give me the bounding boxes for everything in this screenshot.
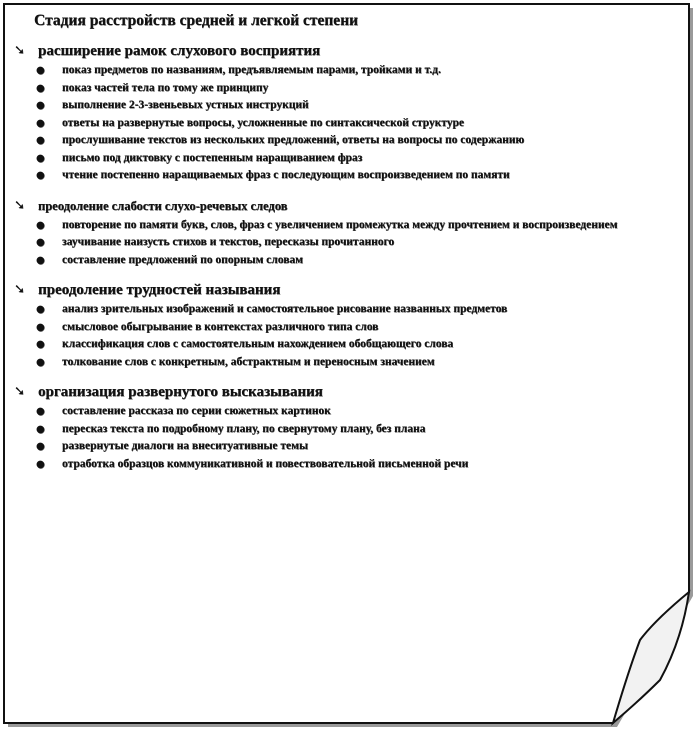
bullet-icon: ●: [36, 65, 45, 76]
bullet-icon: ●: [36, 237, 45, 248]
bullet-icon: ●: [36, 441, 45, 452]
section-heading-text: преодоление трудностей называния: [38, 282, 281, 298]
bullet-icon: ●: [36, 170, 45, 181]
list-item-text: классификация слов с самостоятельным нахождением обобщающего слова: [62, 338, 454, 350]
list-item-text: заучивание наизусть стихов и текстов, пересказы прочитанного: [62, 236, 395, 248]
bullet-icon: ●: [36, 304, 45, 315]
list-item-text: повторение по памяти букв, слов, фраз с увеличением промежутка между прочтением и воспроизведением: [62, 218, 618, 231]
bullet-icon: ●: [36, 406, 45, 417]
list-item: [14, 319, 654, 337]
content: [14, 10, 654, 473]
section-heading: [14, 383, 654, 401]
bent-arrow-icon: ➘: [14, 282, 25, 297]
bullet-icon: ●: [36, 219, 45, 231]
list-item-text: показ предметов по названиям, предъявляемым парами, тройками и т.д.: [62, 64, 441, 76]
bullet-icon: ●: [36, 82, 45, 94]
list-item: [14, 115, 654, 133]
list-item: [14, 252, 654, 270]
section-heading: [14, 197, 654, 215]
list-item-text: выполнение 2-3-звеньевых устных инструкций: [62, 99, 309, 111]
list-item: [14, 167, 654, 185]
list-item: [14, 336, 654, 354]
list-item-text: развернутые диалоги на внеситуативные темы: [62, 440, 308, 452]
section: [14, 42, 654, 185]
list-item: [14, 456, 654, 474]
list-item-text: письмо под диктовку с постепенным наращиванием фраз: [62, 151, 363, 164]
list-item: [14, 62, 654, 80]
list-item-text: отработка образцов коммуникативной и повествовательной письменной речи: [62, 457, 469, 470]
section: [14, 383, 654, 473]
section-heading-text: преодоление слабости слухо-речевых следов: [38, 198, 288, 213]
section: [14, 281, 654, 371]
list-item-text: показ частей тела по тому же принципу: [62, 81, 269, 94]
bullet-list: [14, 62, 654, 185]
list-item-text: чтение постепенно наращиваемых фраз с последующим воспроизведением по памяти: [62, 169, 510, 181]
list-item: [14, 421, 654, 439]
list-item: [14, 217, 654, 235]
sections: [14, 42, 654, 473]
bullet-list: [14, 403, 654, 473]
list-item-text: прослушивание текстов из нескольких предложений, ответы на вопросы по содержанию: [62, 134, 525, 146]
list-item: [14, 132, 654, 150]
list-item: [14, 301, 654, 319]
list-item: [14, 234, 654, 252]
list-item-text: толкование слов с конкретным, абстрактным и переносным значением: [62, 355, 435, 368]
bent-arrow-icon: ➘: [14, 197, 25, 213]
list-item-text: пересказ текста по подробному плану, по свернутому плану, без плана: [62, 422, 426, 435]
bullet-icon: ●: [36, 339, 45, 350]
bent-arrow-icon: ➘: [14, 43, 25, 58]
bullet-icon: ●: [36, 100, 45, 111]
bullet-icon: ●: [36, 356, 45, 368]
page-title: Стадия расстройств средней и легкой степени: [34, 12, 358, 29]
bullet-icon: ●: [36, 152, 45, 164]
bullet-icon: ●: [36, 135, 45, 146]
bullet-list: [14, 217, 654, 270]
bullet-icon: ●: [36, 423, 45, 435]
list-item-text: анализ зрительных изображений и самостоятельное рисование названных предметов: [62, 303, 508, 315]
list-item-text: смысловое обыгрывание в контекстах различного типа слов: [62, 320, 379, 333]
section-heading: [14, 281, 654, 299]
section-heading-text: организация развернутого высказывания: [38, 384, 323, 400]
list-item: [14, 80, 654, 98]
list-item: [14, 354, 654, 372]
bullet-icon: ●: [36, 117, 45, 129]
bullet-list: [14, 301, 654, 371]
list-item: [14, 97, 654, 115]
list-item-text: составление рассказа по серии сюжетных картинок: [62, 405, 331, 417]
list-item: [14, 403, 654, 421]
bullet-icon: ●: [36, 321, 45, 333]
bent-arrow-icon: ➘: [14, 384, 25, 399]
list-item: [14, 150, 654, 168]
list-item-text: составление предложений по опорным словам: [62, 253, 303, 266]
section-heading-text: расширение рамок слухового восприятия: [38, 43, 321, 59]
list-item-text: ответы на развернутые вопросы, усложненные по синтаксической структуре: [62, 116, 464, 129]
bullet-icon: ●: [36, 254, 45, 266]
list-item: [14, 438, 654, 456]
section: [14, 197, 654, 270]
bullet-icon: ●: [36, 458, 45, 470]
section-heading: [14, 42, 654, 60]
